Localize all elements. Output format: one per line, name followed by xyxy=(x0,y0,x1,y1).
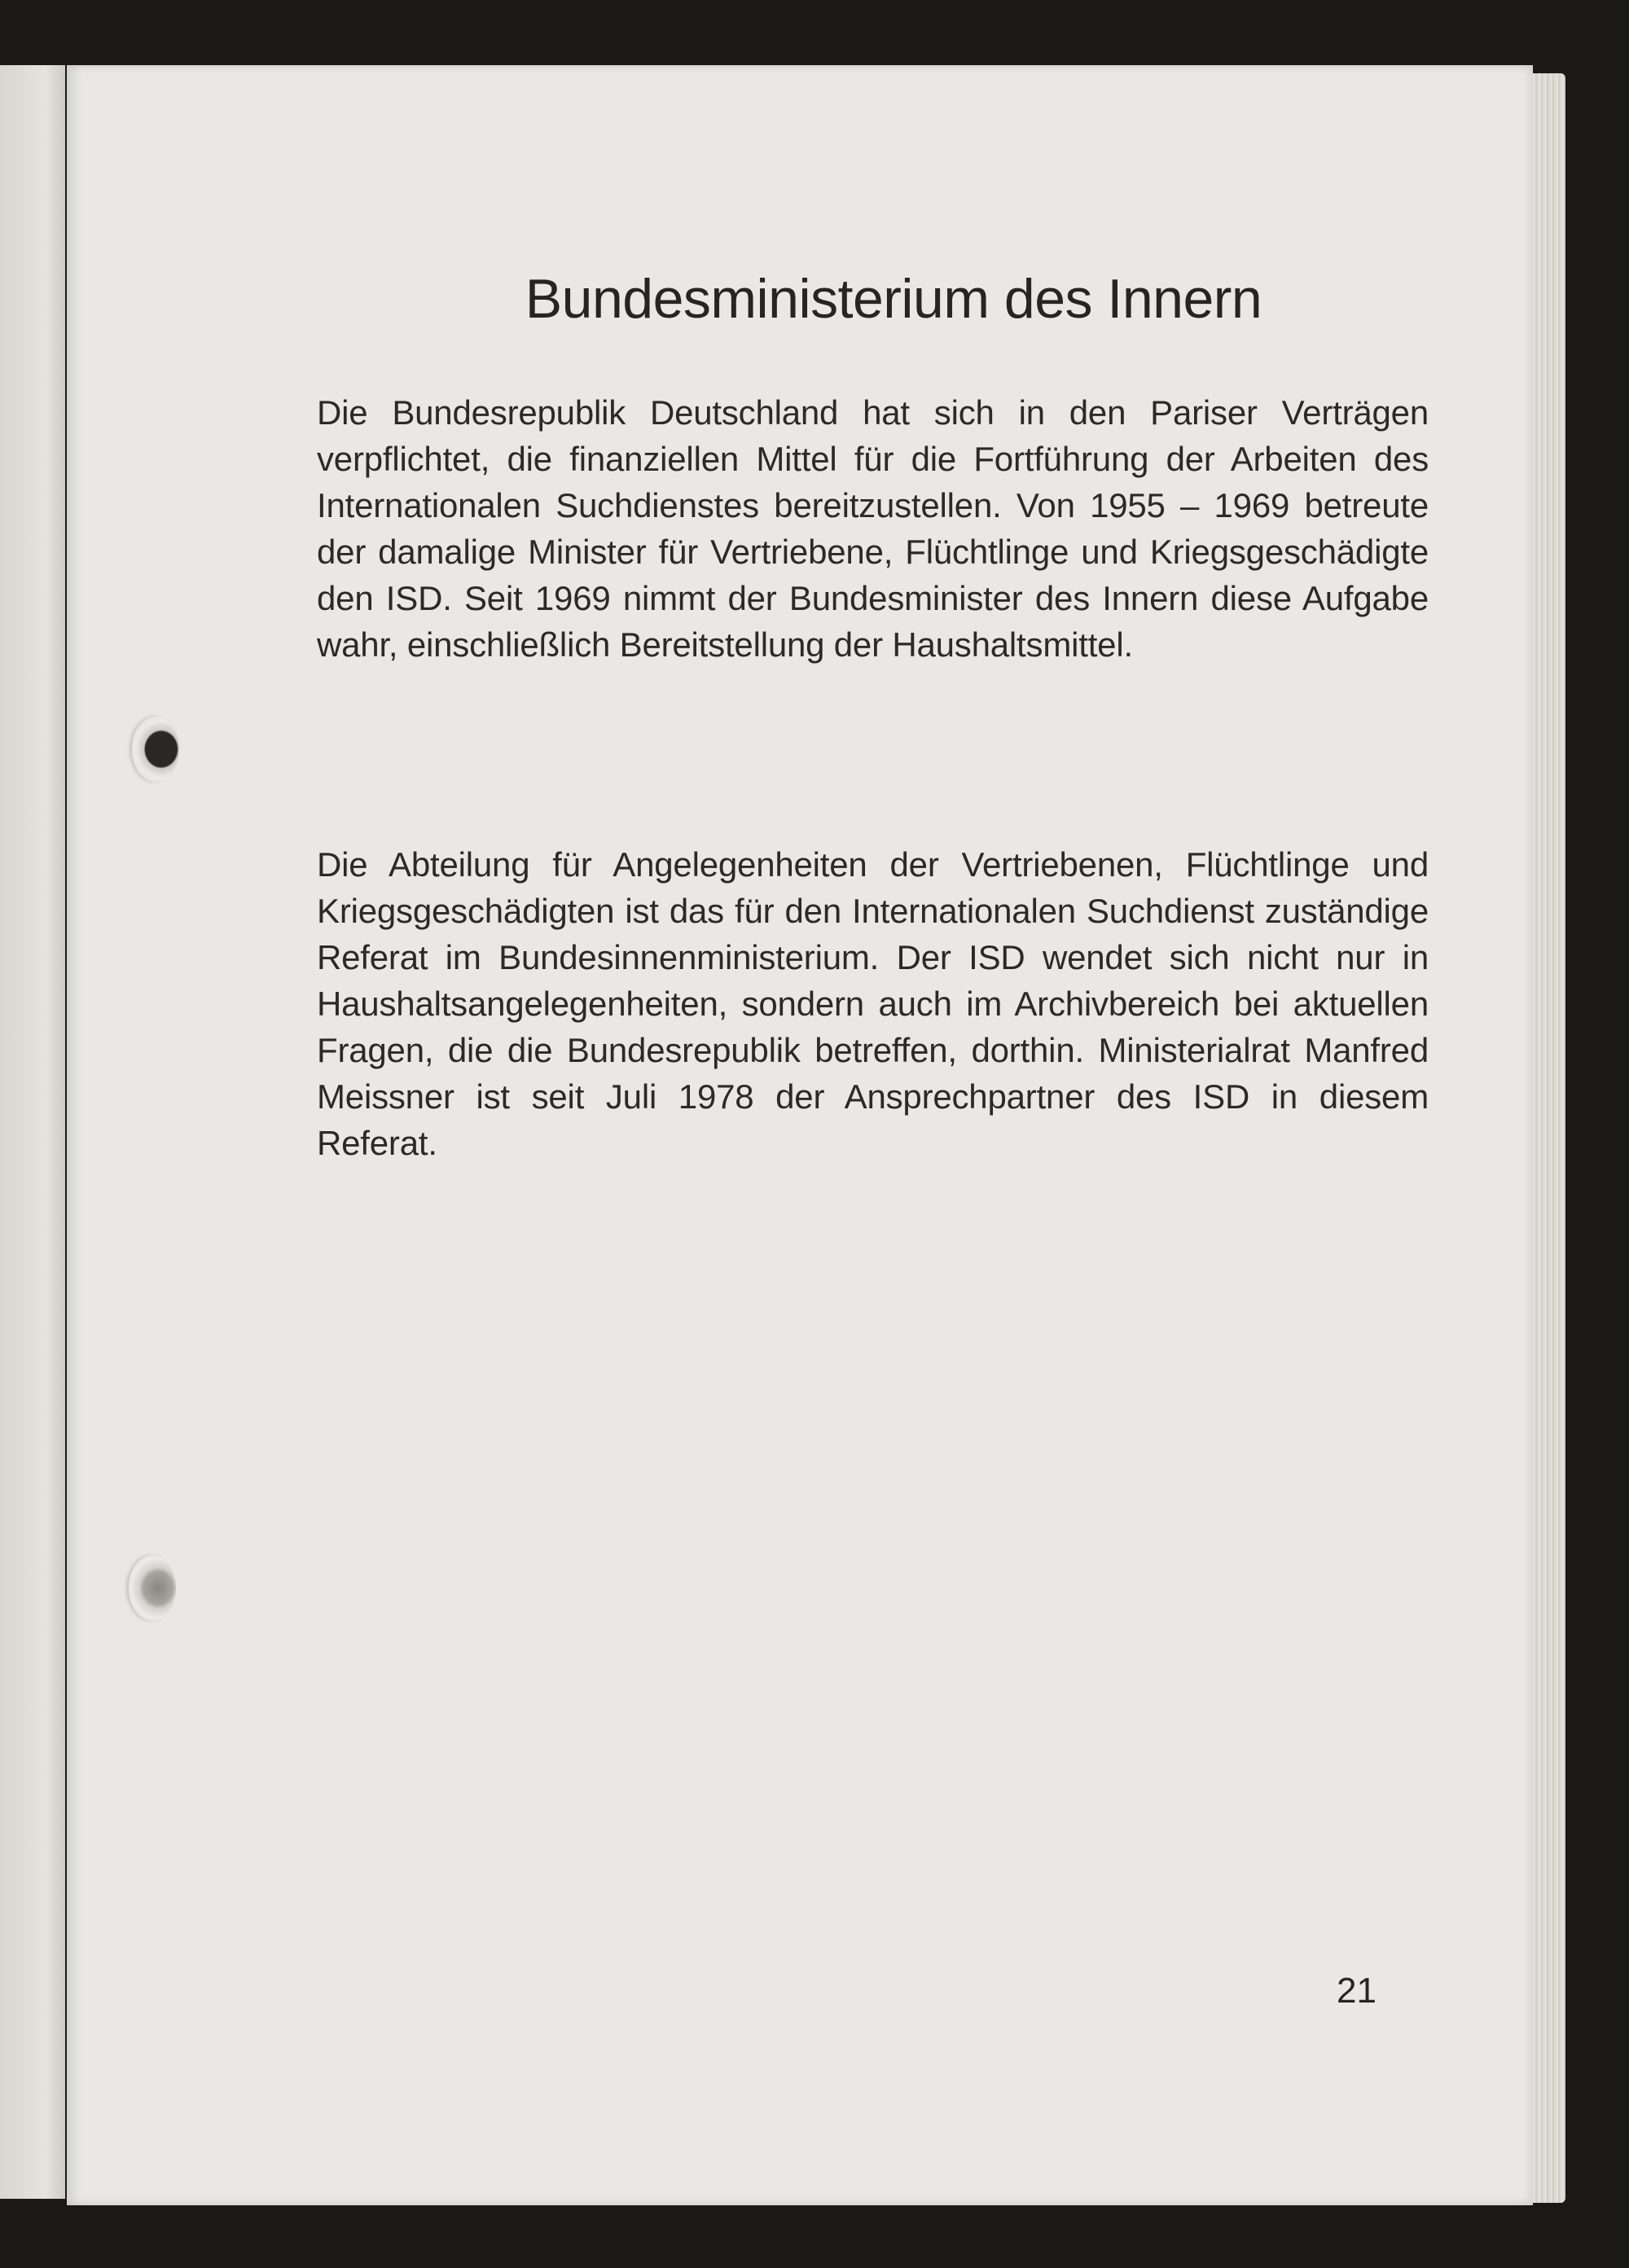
page-title: Bundesministerium des Innern xyxy=(525,268,1262,330)
paragraph-2: Die Abteilung für Angelegenheiten der Vertriebenen, Flüchtlinge und Kriegsgeschädigten ist das für den Internationalen Suchdienst zuständige Referat im Bundesinnenministerium. Der ISD wendet sich nicht nur in Haushaltsangelegenheiten, sondern auch im Archivbereich bei aktuellen Fragen, die die Bundesrepublik betreffen, dorthin. Ministerialrat Manfred Meissner ist seit Juli 1978 der Ansprechpartner des ISD in diesem Referat. xyxy=(317,845,1429,1162)
scan-background-bottom xyxy=(0,2205,1629,2268)
left-page-edge xyxy=(0,65,65,2199)
punch-hole-top xyxy=(132,717,179,782)
punch-hole-bottom xyxy=(129,1555,176,1621)
document-page xyxy=(67,65,1533,2205)
page-number: 21 xyxy=(1337,1971,1377,2011)
paragraph-1: Die Bundesrepublik Deutschland hat sich in den Pariser Verträgen verpflichtet, die finanziellen Mittel für die Fortführung der Arbeiten des Internationalen Suchdienstes bereitzustellen. Von 1955 – 1969 betreute der damalige Minister für Vertriebene, Flüchtlinge und Kriegsgeschädigte den ISD. Seit 1969 nimmt der Bundesminister des Innern diese Aufgabe wahr, einschließlich Bereitstellung der Haushaltsmittel. xyxy=(317,393,1429,664)
